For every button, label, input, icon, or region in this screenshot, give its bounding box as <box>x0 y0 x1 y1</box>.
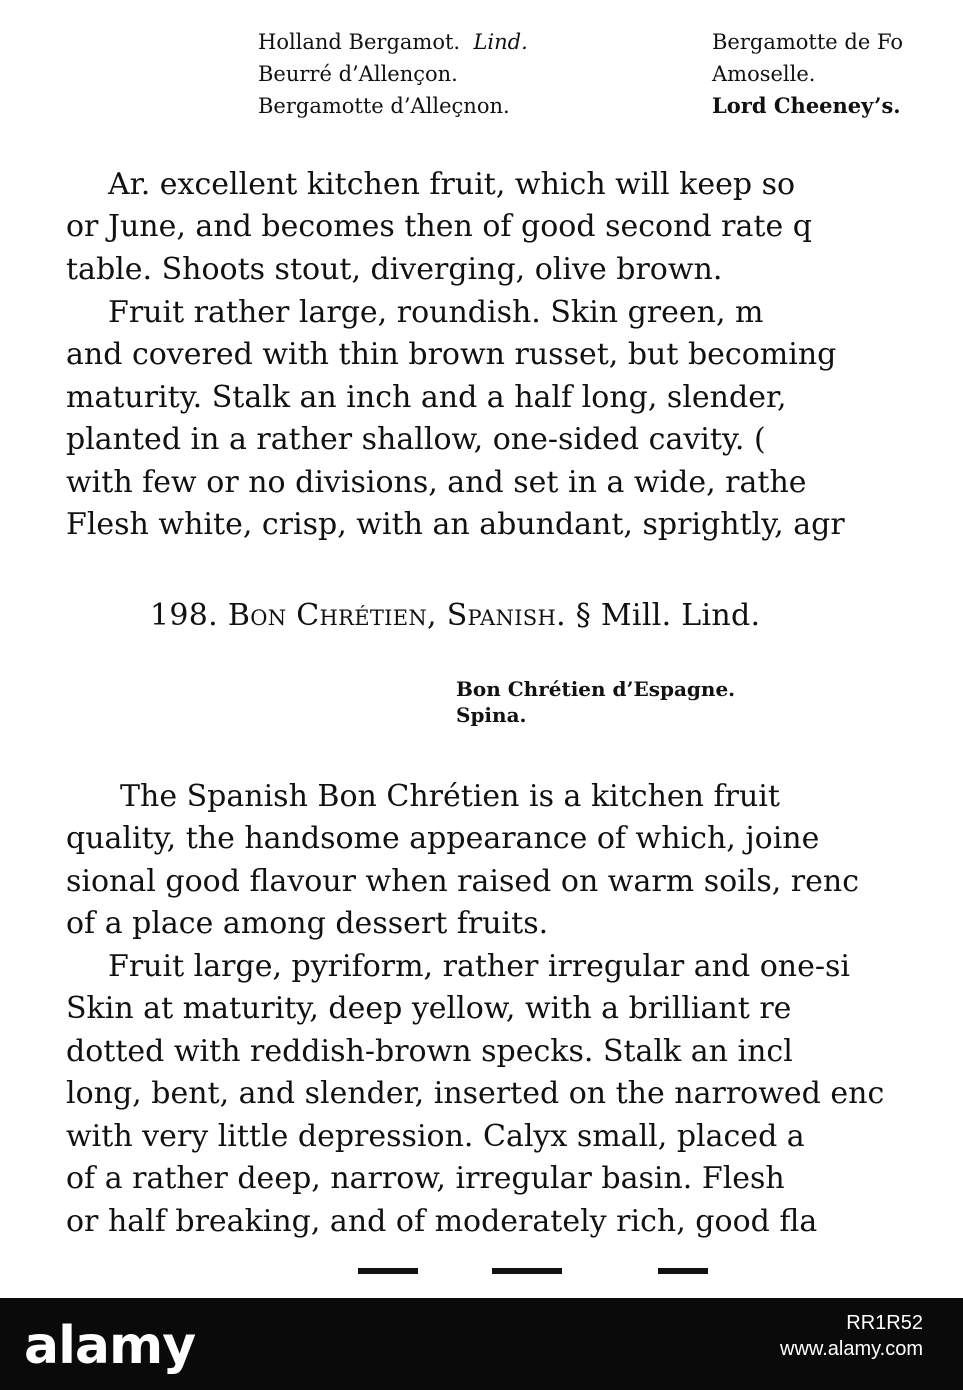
paragraph-line: sional good flavour when raised on warm soils, renc <box>66 864 860 899</box>
paragraph-line: of a rather deep, narrow, irregular basin. Flesh <box>66 1161 785 1196</box>
paragraph-line: Flesh white, crisp, with an abundant, sprightly, agr <box>66 507 845 542</box>
section-heading <box>150 598 760 633</box>
site-url: www.alamy.com <box>780 1338 923 1360</box>
paragraph-line: Skin at maturity, deep yellow, with a brilliant re <box>66 991 792 1026</box>
paragraph-line: with very little depression. Calyx small, placed a <box>66 1119 805 1154</box>
stock-id: RR1R52 <box>846 1312 923 1334</box>
synonym: Spina. <box>456 703 527 727</box>
synonym-reference: Lind. <box>473 30 528 54</box>
paragraph-line: dotted with reddish-brown specks. Stalk an incl <box>66 1034 793 1069</box>
cropped-heading-fragment <box>658 1268 708 1292</box>
synonym: Amoselle. <box>712 62 816 86</box>
heading-references: § Mill. Lind. <box>575 598 761 633</box>
paragraph-line: table. Shoots stout, diverging, olive brown. <box>66 252 723 287</box>
paragraph-line: and covered with thin brown russet, but becoming <box>66 337 837 372</box>
paragraph-line: of a place among dessert fruits. <box>66 906 549 941</box>
cropped-heading-fragment <box>492 1268 562 1292</box>
synonym: Bergamotte de Fo <box>712 30 904 54</box>
synonym: Holland Bergamot. <box>258 30 461 54</box>
paragraph-line: with few or no divisions, and set in a wide, rathe <box>66 465 807 500</box>
paragraph-line: The Spanish Bon Chrétien is a kitchen fruit <box>120 779 780 814</box>
stock-info <box>780 1310 923 1362</box>
watermark-banner <box>0 1298 963 1390</box>
synonym-line <box>258 30 528 54</box>
synonym: Bergamotte d’Alleçnon. <box>258 94 510 118</box>
synonym: Beurré d’Allençon. <box>258 62 458 86</box>
paragraph-line: or half breaking, and of moderately rich, good fla <box>66 1204 818 1239</box>
paragraph-line: Ar. excellent kitchen fruit, which will keep so <box>108 167 796 202</box>
cropped-heading-fragment <box>358 1268 418 1292</box>
paragraph-line: Fruit large, pyriform, rather irregular and one-si <box>108 949 850 984</box>
paragraph-line: quality, the handsome appearance of which, joine <box>66 821 820 856</box>
paragraph-line: maturity. Stalk an inch and a half long, slender, <box>66 380 787 415</box>
paragraph-line: planted in a rather shallow, one-sided cavity. ( <box>66 422 766 457</box>
heading-number: 198. <box>150 598 218 633</box>
synonym: Lord Cheeney’s. <box>712 93 901 118</box>
synonym: Bon Chrétien d’Espagne. <box>456 677 736 701</box>
brand-logo: alamy <box>24 1316 196 1376</box>
paragraph-line: long, bent, and slender, inserted on the narrowed enc <box>66 1076 885 1111</box>
paragraph-line: Fruit rather large, roundish. Skin green, m <box>108 295 764 330</box>
paragraph-line: or June, and becomes then of good second rate q <box>66 209 812 244</box>
heading-name: Bon Chrétien, Spanish. <box>227 598 566 633</box>
